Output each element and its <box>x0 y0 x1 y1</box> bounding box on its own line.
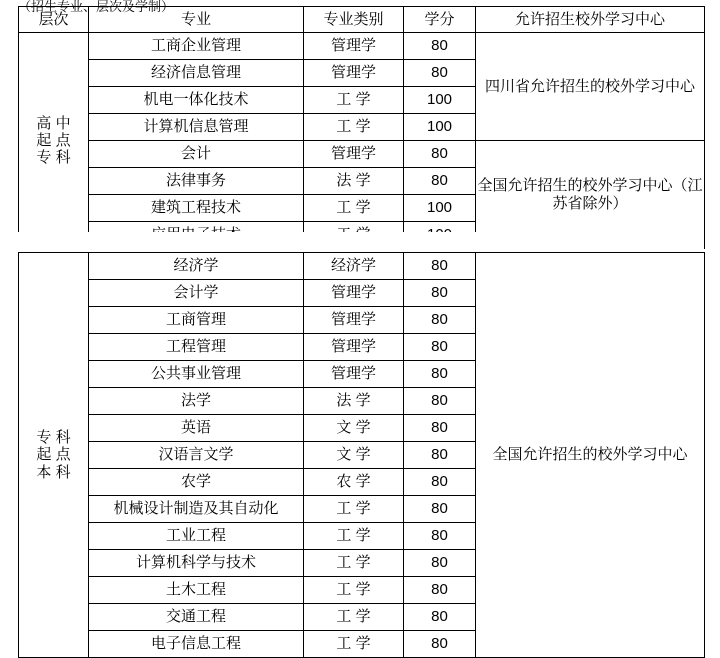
cell-credits: 80 <box>404 307 476 334</box>
cell-category: 管理学 <box>304 280 404 307</box>
cell-category: 工 学 <box>304 523 404 550</box>
cell-category: 文 学 <box>304 415 404 442</box>
level-label-undergraduate: 专 科 起 点 本 科 <box>19 253 89 658</box>
cell-credits: 80 <box>404 469 476 496</box>
col-header-major: 专业 <box>89 7 304 33</box>
cell-credits: 80 <box>404 168 476 195</box>
table-header-row <box>19 7 705 33</box>
cell-credits: 80 <box>404 388 476 415</box>
col-header-level: 层次 <box>19 7 89 33</box>
cell-major: 工程管理 <box>89 334 304 361</box>
cell-category: 工 学 <box>304 114 404 141</box>
cell-credits: 80 <box>404 253 476 280</box>
clipped-heading: （招生专业、层次及学制） <box>18 0 175 14</box>
cell-major: 经济信息管理 <box>89 60 304 87</box>
cell-category: 管理学 <box>304 60 404 87</box>
cell-major: 工商管理 <box>89 307 304 334</box>
table-gap <box>18 232 704 252</box>
cell-category: 管理学 <box>304 334 404 361</box>
cell-center: 全国允许招生的校外学习中心（江苏省除外） <box>476 141 705 249</box>
cell-major: 英语 <box>89 415 304 442</box>
cell-center: 四川省允许招生的校外学习中心 <box>476 33 705 141</box>
cell-major: 公共事业管理 <box>89 361 304 388</box>
col-header-credits: 学分 <box>404 7 476 33</box>
cell-category: 农 学 <box>304 469 404 496</box>
cell-major: 农学 <box>89 469 304 496</box>
cell-major: 建筑工程技术 <box>89 195 304 222</box>
cell-category: 工 学 <box>304 195 404 222</box>
cell-category: 工 学 <box>304 631 404 658</box>
cell-category: 管理学 <box>304 141 404 168</box>
table-row <box>19 253 705 280</box>
cell-credits: 80 <box>404 334 476 361</box>
cell-credits: 80 <box>404 631 476 658</box>
cell-credits: 80 <box>404 577 476 604</box>
majors-table-undergraduate <box>18 252 705 658</box>
cell-category: 管理学 <box>304 33 404 60</box>
cell-major: 工业工程 <box>89 523 304 550</box>
cell-major: 计算机科学与技术 <box>89 550 304 577</box>
cell-category: 工 学 <box>304 577 404 604</box>
cell-major: 会计 <box>89 141 304 168</box>
cell-category: 工 学 <box>304 87 404 114</box>
table-row <box>19 141 705 168</box>
cell-credits: 80 <box>404 550 476 577</box>
cell-major: 会计学 <box>89 280 304 307</box>
cell-major: 电子信息工程 <box>89 631 304 658</box>
cell-category: 法 学 <box>304 388 404 415</box>
cell-category: 管理学 <box>304 307 404 334</box>
cell-major: 计算机信息管理 <box>89 114 304 141</box>
cell-credits: 80 <box>404 361 476 388</box>
cell-major: 法学 <box>89 388 304 415</box>
cell-major: 土木工程 <box>89 577 304 604</box>
cell-category: 经济学 <box>304 253 404 280</box>
cell-credits: 80 <box>404 442 476 469</box>
col-header-category: 专业类别 <box>304 7 404 33</box>
cell-credits: 80 <box>404 280 476 307</box>
cell-category: 工 学 <box>304 496 404 523</box>
cell-category: 管理学 <box>304 361 404 388</box>
table-row <box>19 33 705 60</box>
cell-credits: 80 <box>404 60 476 87</box>
cell-major: 交通工程 <box>89 604 304 631</box>
cell-credits: 80 <box>404 415 476 442</box>
level-label-specialty: 高 中 起 点 专 科 <box>19 33 89 249</box>
cell-center: 全国允许招生的校外学习中心 <box>476 253 705 658</box>
cell-category: 工 学 <box>304 550 404 577</box>
cell-credits: 80 <box>404 141 476 168</box>
cell-major: 法律事务 <box>89 168 304 195</box>
cell-credits: 100 <box>404 114 476 141</box>
cell-category: 法 学 <box>304 168 404 195</box>
cell-major: 机械设计制造及其自动化 <box>89 496 304 523</box>
cell-major: 工商企业管理 <box>89 33 304 60</box>
col-header-centers: 允许招生校外学习中心 <box>476 7 705 33</box>
majors-table-specialty <box>18 6 705 249</box>
cell-credits: 100 <box>404 87 476 114</box>
cell-credits: 80 <box>404 523 476 550</box>
cell-credits: 100 <box>404 195 476 222</box>
cell-category: 文 学 <box>304 442 404 469</box>
cell-credits: 80 <box>404 33 476 60</box>
cell-credits: 80 <box>404 496 476 523</box>
cell-major: 机电一体化技术 <box>89 87 304 114</box>
cell-major: 经济学 <box>89 253 304 280</box>
cell-major: 汉语言文学 <box>89 442 304 469</box>
cell-credits: 80 <box>404 604 476 631</box>
cell-category: 工 学 <box>304 604 404 631</box>
